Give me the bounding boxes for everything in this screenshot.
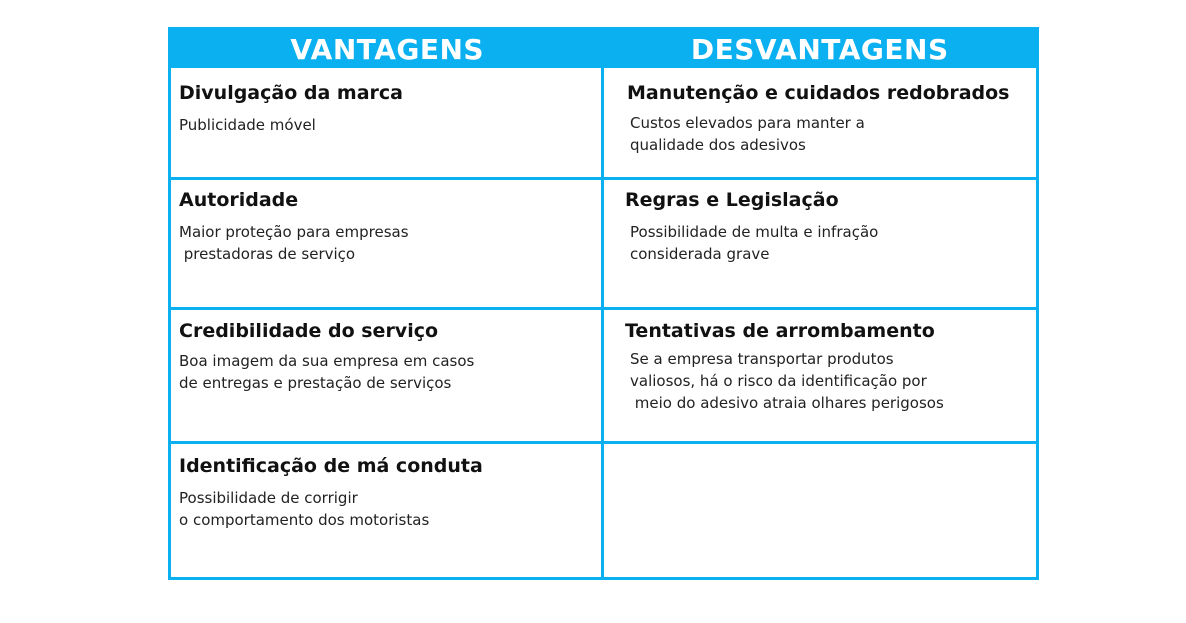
advantage-text: Publicidade móvel <box>179 116 316 134</box>
disadvantage-title: Tentativas de arrombamento <box>625 320 935 342</box>
table-header <box>171 30 1036 68</box>
advantage-text: Possibilidade de corrigir o comportamento dos motoristas <box>179 489 430 529</box>
advantage-title: Identificação de má conduta <box>179 455 483 477</box>
advantage-text: Boa imagem da sua empresa em casos de entregas e prestação de serviços <box>179 352 475 392</box>
disadvantage-text: Possibilidade de multa e infração considerada grave <box>630 223 879 263</box>
advantage-cell-3 <box>179 320 594 394</box>
disadvantage-cell-empty <box>625 455 1030 565</box>
disadvantage-title: Manutenção e cuidados redobrados <box>627 82 1010 104</box>
disadvantage-text: Se a empresa transportar produtos valiosos, há o risco da identificação por meio do adesivo atraia olhares perigosos <box>630 350 944 412</box>
advantage-cell-4 <box>179 455 594 531</box>
column-divider <box>601 68 604 577</box>
advantage-text: Maior proteção para empresas prestadoras de serviço <box>179 223 409 263</box>
header-advantages: VANTAGENS <box>290 32 485 66</box>
advantage-title: Autoridade <box>179 189 299 211</box>
advantage-title: Divulgação da marca <box>179 82 403 104</box>
disadvantage-title: Regras e Legislação <box>625 189 839 211</box>
advantage-cell-1 <box>179 82 594 136</box>
header-disadvantages: DESVANTAGENS <box>690 32 949 66</box>
disadvantage-cell-2 <box>625 189 1030 265</box>
disadvantage-cell-1 <box>627 82 1032 156</box>
comparison-table <box>168 27 1039 580</box>
advantage-title: Credibilidade do serviço <box>179 320 439 342</box>
disadvantage-text: Custos elevados para manter a qualidade dos adesivos <box>630 114 865 154</box>
disadvantage-cell-3 <box>625 320 1030 414</box>
advantage-cell-2 <box>179 189 594 265</box>
